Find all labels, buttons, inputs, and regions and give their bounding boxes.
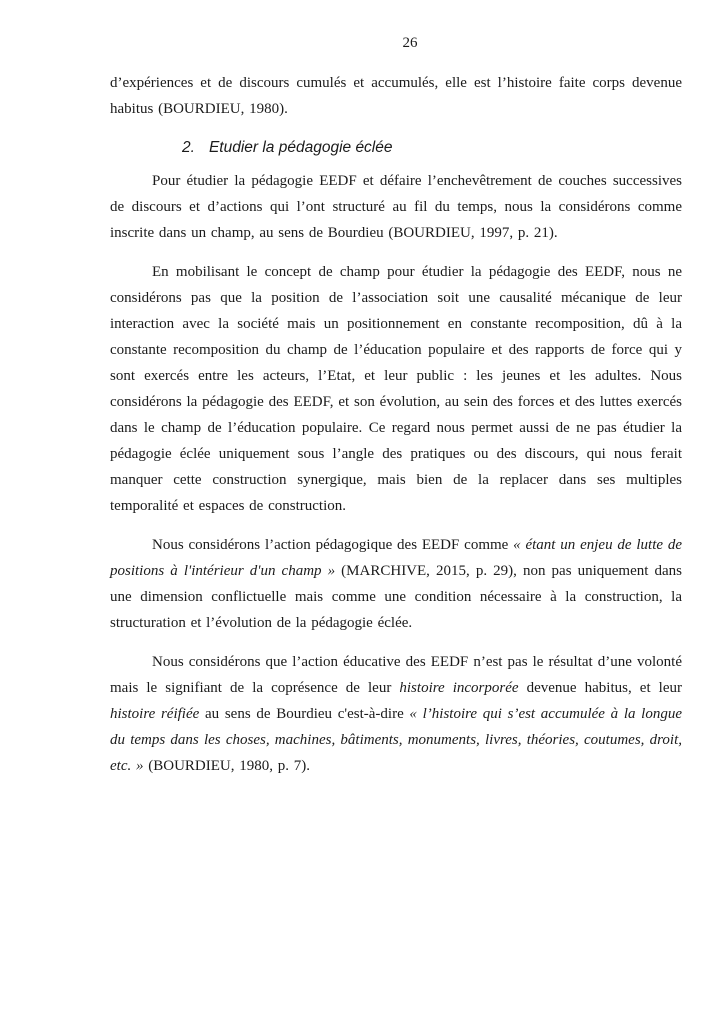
section-heading-number: 2. bbox=[182, 139, 195, 156]
paragraph-champ-bourdieu bbox=[110, 168, 682, 246]
text-run: (MARCHIVE, 2015, p. 29), non pas uniquement dans une dimension conflictuelle mais comme une condition nécessaire à la construction, la structuration et l’évolution de la pédagogie éclée. bbox=[110, 563, 682, 631]
page-number: 26 bbox=[402, 35, 418, 51]
term-histoire-incorporee: histoire incorporée bbox=[399, 680, 519, 696]
text-run: Nous considérons que l’action éducative des EEDF n’est pas le résultat d’une volonté mais le signifiant de la coprésence de leur bbox=[110, 654, 682, 696]
text-run: au sens de Bourdieu c'est-à-dire bbox=[199, 706, 410, 722]
term-histoire-reifiee: histoire réifiée bbox=[110, 706, 200, 722]
paragraph-enjeu-de-lutte bbox=[110, 532, 682, 636]
paragraph-concept-de-champ bbox=[110, 259, 682, 519]
text-run: En mobilisant le concept de champ pour étudier la pédagogie des EEDF, nous ne considérons pas que la position de l’association soit une causalité mécanique de leur interaction avec la société mais un positionnement en constante recomposition, dû à la constante recomposition du champ de l’éducation populaire et des rapports de force qui y sont exercés entre les acteurs, l’Etat, et leur public : les jeunes et les adultes. Nous considérons la pédagogie des EEDF, et son évolution, au sein des forces et des luttes exercés dans le champ de l’éducation populaire. Ce regard nous permet aussi de ne pas étudier la pédagogie éclée uniquement sous l’angle des pratiques ou des discours, qui nous ferait manquer cette construction synergique, mais bien de la replacer dans ses multiples temporalité et espaces de construction. bbox=[110, 264, 682, 514]
section-heading bbox=[110, 135, 682, 161]
text-run: Pour étudier la pédagogie EEDF et défaire l’enchevêtrement de couches successives de discours et d’actions qui l’ont structuré au fil du temps, nous la considérons comme inscrite dans un champ, au sens de Bourdieu (BOURDIEU, 1997, p. 21). bbox=[110, 173, 682, 241]
paragraph-intro-continuation bbox=[110, 70, 682, 122]
text-run: d’expériences et de discours cumulés et accumulés, elle est l’histoire faite corps devenue habitus (BOURDIEU, 1980). bbox=[110, 75, 682, 117]
text-run: Nous considérons l’action pédagogique des EEDF comme bbox=[152, 537, 514, 553]
text-run: devenue habitus, et leur bbox=[518, 680, 682, 696]
quote-bourdieu: « l’histoire qui s’est accumulée à la longue du temps dans les choses, machines, bâtiments, monuments, livres, théories, coutumes, droit, etc. » bbox=[110, 706, 683, 774]
text-run: (BOURDIEU, 1980, p. 7). bbox=[143, 758, 310, 774]
paragraph-histoire-incorporee bbox=[110, 649, 682, 779]
page-content bbox=[110, 70, 682, 792]
quote-marchive: « étant un enjeu de lutte de positions à l'intérieur d'un champ » bbox=[110, 537, 683, 579]
section-heading-title: Etudier la pédagogie éclée bbox=[208, 139, 393, 156]
